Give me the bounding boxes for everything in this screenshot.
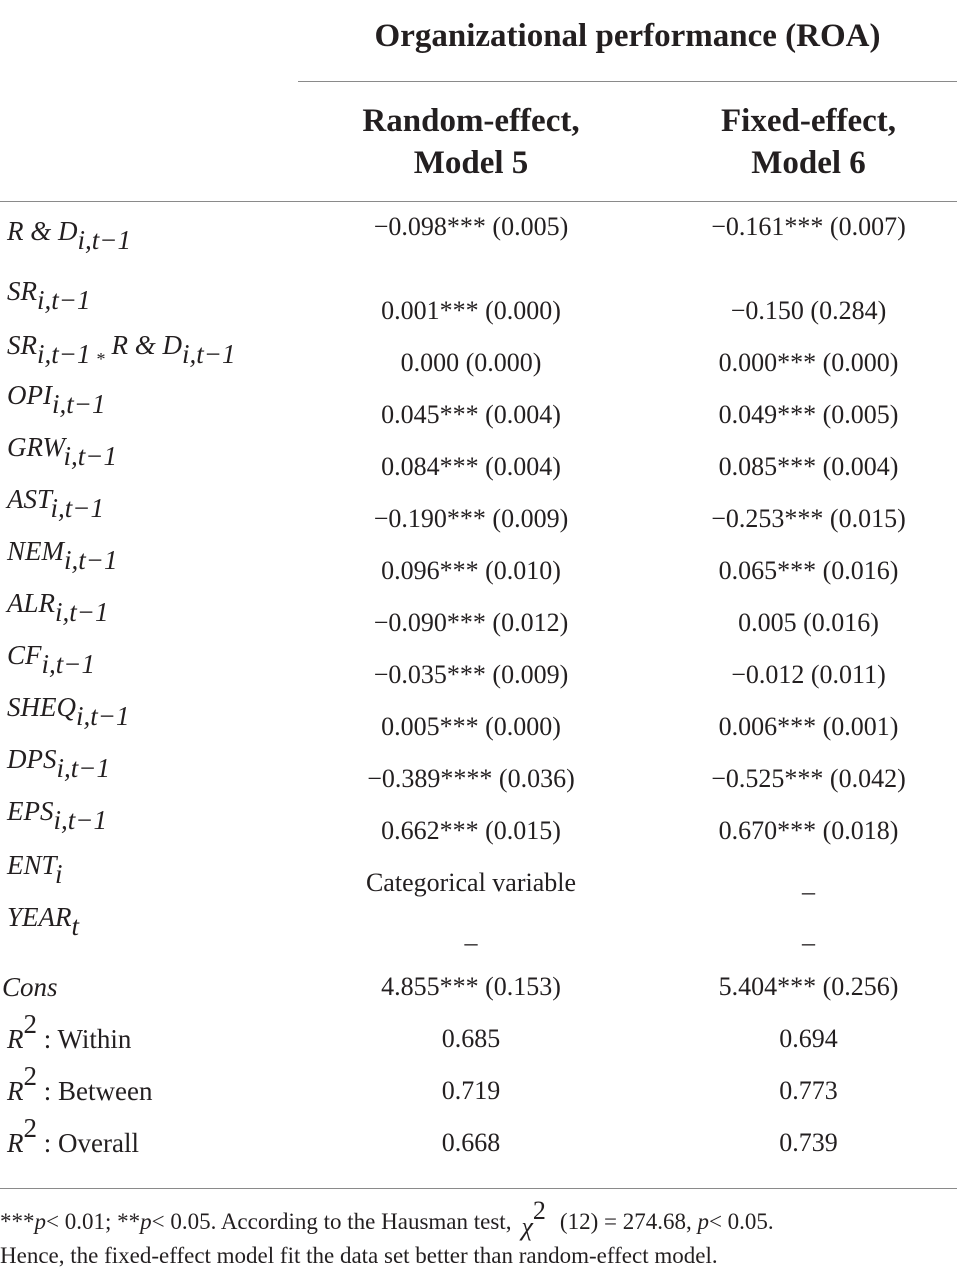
- column-header-line: Fixed-effect,: [721, 103, 896, 139]
- table-row: [0, 434, 957, 486]
- footnote-p: p: [140, 1209, 152, 1234]
- cell-model-6: 0.005 (0.016): [738, 608, 879, 637]
- cell-model-5: −0.389**** (0.036): [367, 764, 575, 793]
- row-label: [7, 640, 95, 680]
- label-main: SR: [7, 330, 37, 360]
- table-row: [0, 538, 957, 590]
- cell-model-6: −0.253*** (0.015): [711, 504, 906, 533]
- table-row: [0, 382, 957, 434]
- label-sub-2: i,t−1: [181, 339, 236, 370]
- label-main: R & D: [7, 216, 78, 246]
- label-sub: i,t−1: [56, 753, 110, 784]
- table-row: [0, 746, 957, 798]
- row-label: [7, 330, 236, 370]
- cell-model-6: 0.085*** (0.004): [718, 452, 899, 481]
- row-label: [7, 1113, 139, 1159]
- label-main: SHEQ: [7, 692, 76, 722]
- label-sub: i,t−1: [55, 597, 109, 628]
- label-sup: 2: [23, 1061, 37, 1092]
- cell-model-6: 0.739: [779, 1128, 838, 1157]
- interaction-operator: *: [96, 348, 106, 369]
- label-sub: i,t−1: [53, 805, 107, 836]
- row-label: Cons: [2, 972, 58, 1002]
- label-main: R: [7, 1024, 24, 1054]
- label-main: R: [7, 1076, 24, 1106]
- cell-model-6: 5.404*** (0.256): [718, 972, 899, 1001]
- label-main: YEAR: [7, 902, 72, 932]
- cell-model-6: 0.773: [779, 1076, 838, 1105]
- label-rest: : Overall: [43, 1128, 139, 1158]
- label-sub: i,t−1: [41, 649, 95, 680]
- label-main: NEM: [7, 536, 64, 566]
- label-main: R: [7, 1128, 24, 1158]
- cell-model-5: 0.685: [441, 1024, 501, 1053]
- cell-model-5: 0.005*** (0.000): [381, 712, 561, 741]
- table-bottom-rule: [0, 1188, 957, 1189]
- cell-model-6: –: [802, 928, 815, 957]
- label-main: DPS: [7, 744, 57, 774]
- cell-model-5: 0.662*** (0.015): [381, 816, 561, 845]
- label-main: ALR: [7, 588, 56, 618]
- row-label: [7, 380, 106, 420]
- cell-model-5: 0.045*** (0.004): [381, 400, 561, 429]
- label-sub: i,t−1: [37, 285, 91, 316]
- cell-model-5: 4.855*** (0.153): [381, 972, 561, 1001]
- cell-model-6: 0.006*** (0.001): [718, 712, 899, 741]
- cell-model-6: 0.670*** (0.018): [718, 816, 899, 845]
- label-main: OPI: [7, 380, 52, 410]
- cell-model-5: 0.096*** (0.010): [381, 556, 561, 585]
- table-row: [0, 694, 957, 746]
- table-row: [0, 210, 957, 262]
- row-label: [7, 276, 91, 316]
- label-main: SR: [7, 276, 37, 306]
- cell-model-5: Categorical variable: [365, 868, 577, 897]
- column-header-line: Model 5: [413, 145, 529, 181]
- cell-model-6: −0.150 (0.284): [730, 296, 887, 325]
- cell-model-5: −0.098*** (0.005): [373, 212, 569, 241]
- row-label: [7, 1009, 132, 1055]
- table-row: [0, 590, 957, 642]
- label-main: EPS: [7, 796, 54, 826]
- cell-model-6: −0.012 (0.011): [731, 660, 886, 689]
- label-sup: 2: [23, 1009, 37, 1040]
- column-header-model-5: [298, 100, 644, 184]
- label-sub: i,t−1: [64, 545, 118, 576]
- label-sub: t: [71, 911, 80, 942]
- row-label: [7, 432, 117, 472]
- table-row: [0, 798, 957, 850]
- row-label: [7, 484, 105, 524]
- column-header-model-6: [660, 100, 957, 184]
- footnote-line-1: [0, 1196, 957, 1241]
- table-footnote: [0, 1196, 957, 1273]
- row-label: [7, 902, 80, 942]
- cell-model-6: _: [802, 868, 815, 897]
- table-row: [0, 902, 957, 957]
- cell-model-5: −0.035*** (0.009): [373, 660, 569, 689]
- cell-model-5: 0.001*** (0.000): [381, 296, 561, 325]
- table-row: [0, 1061, 957, 1126]
- cell-model-6: 0.049*** (0.005): [718, 400, 899, 429]
- table-top-rule: [0, 201, 957, 202]
- column-header-line: Model 6: [751, 145, 866, 181]
- label-sub: i,t−1: [51, 389, 106, 420]
- cell-model-5: 0.084*** (0.004): [381, 452, 561, 481]
- label-main: GRW: [7, 432, 64, 462]
- footnote-text: < 0.05. According to the Hausman test,: [151, 1209, 512, 1234]
- label-main-2: R & D: [111, 330, 182, 360]
- table-row: [0, 970, 957, 1022]
- label-sub: i,t−1: [37, 339, 91, 370]
- row-label: [7, 216, 131, 256]
- cell-model-6: 0.694: [779, 1024, 838, 1053]
- table-header-title: Organizational performance (ROA): [374, 18, 881, 54]
- footnote-p: p: [697, 1209, 709, 1234]
- column-header-line: Random-effect,: [362, 103, 580, 139]
- cell-model-6: 0.000*** (0.000): [718, 348, 899, 377]
- table-row: [0, 1009, 957, 1074]
- footnote-text: ***: [0, 1209, 35, 1234]
- table-row: [0, 850, 957, 902]
- cell-model-5: 0.000 (0.000): [400, 348, 542, 377]
- label-sup: 2: [23, 1113, 37, 1144]
- footnote-p: p: [34, 1209, 46, 1234]
- label-main: AST: [7, 484, 51, 514]
- label-rest: : Within: [43, 1024, 132, 1054]
- row-label: [7, 796, 107, 836]
- row-label: [7, 744, 110, 784]
- cell-model-5: –: [464, 928, 478, 957]
- row-label: [7, 536, 118, 576]
- label-main: ENT: [7, 850, 56, 880]
- cell-model-5: 0.719: [441, 1076, 501, 1105]
- label-main: CF: [7, 640, 42, 670]
- footnote-text: < 0.01; **: [46, 1209, 141, 1234]
- row-label: [7, 588, 109, 628]
- row-label: [7, 850, 63, 890]
- label-sub: i,t−1: [77, 225, 131, 256]
- table-row: [0, 1113, 957, 1178]
- label-sub: i,t−1: [50, 493, 105, 524]
- header-divider: [298, 81, 957, 82]
- label-sub: i,t−1: [63, 441, 117, 472]
- footnote-text: < 0.05.: [708, 1209, 774, 1234]
- footnote-line-2: Hence, the fixed-effect model fit the data set better than random-effect model.: [0, 1243, 718, 1268]
- cell-model-5: −0.090*** (0.012): [373, 608, 569, 637]
- label-sub: i: [55, 859, 63, 890]
- row-label: [7, 692, 130, 732]
- cell-model-6: −0.161*** (0.007): [711, 212, 906, 241]
- label-sub: i,t−1: [76, 701, 130, 732]
- label-rest: : Between: [43, 1076, 153, 1106]
- chi-superscript: 2: [532, 1196, 546, 1225]
- table-row: [0, 270, 957, 325]
- footnote-text: (12) = 274.68,: [559, 1209, 692, 1234]
- cell-model-6: 0.065*** (0.016): [718, 556, 899, 585]
- cell-model-5: −0.190*** (0.009): [373, 504, 569, 533]
- chi-symbol: χ: [521, 1212, 533, 1241]
- table-row: [0, 330, 957, 382]
- cell-model-6: −0.525*** (0.042): [711, 764, 906, 793]
- row-label: [7, 1061, 153, 1107]
- table-row: [0, 486, 957, 538]
- table-row: [0, 642, 957, 694]
- cell-model-5: 0.668: [441, 1128, 501, 1157]
